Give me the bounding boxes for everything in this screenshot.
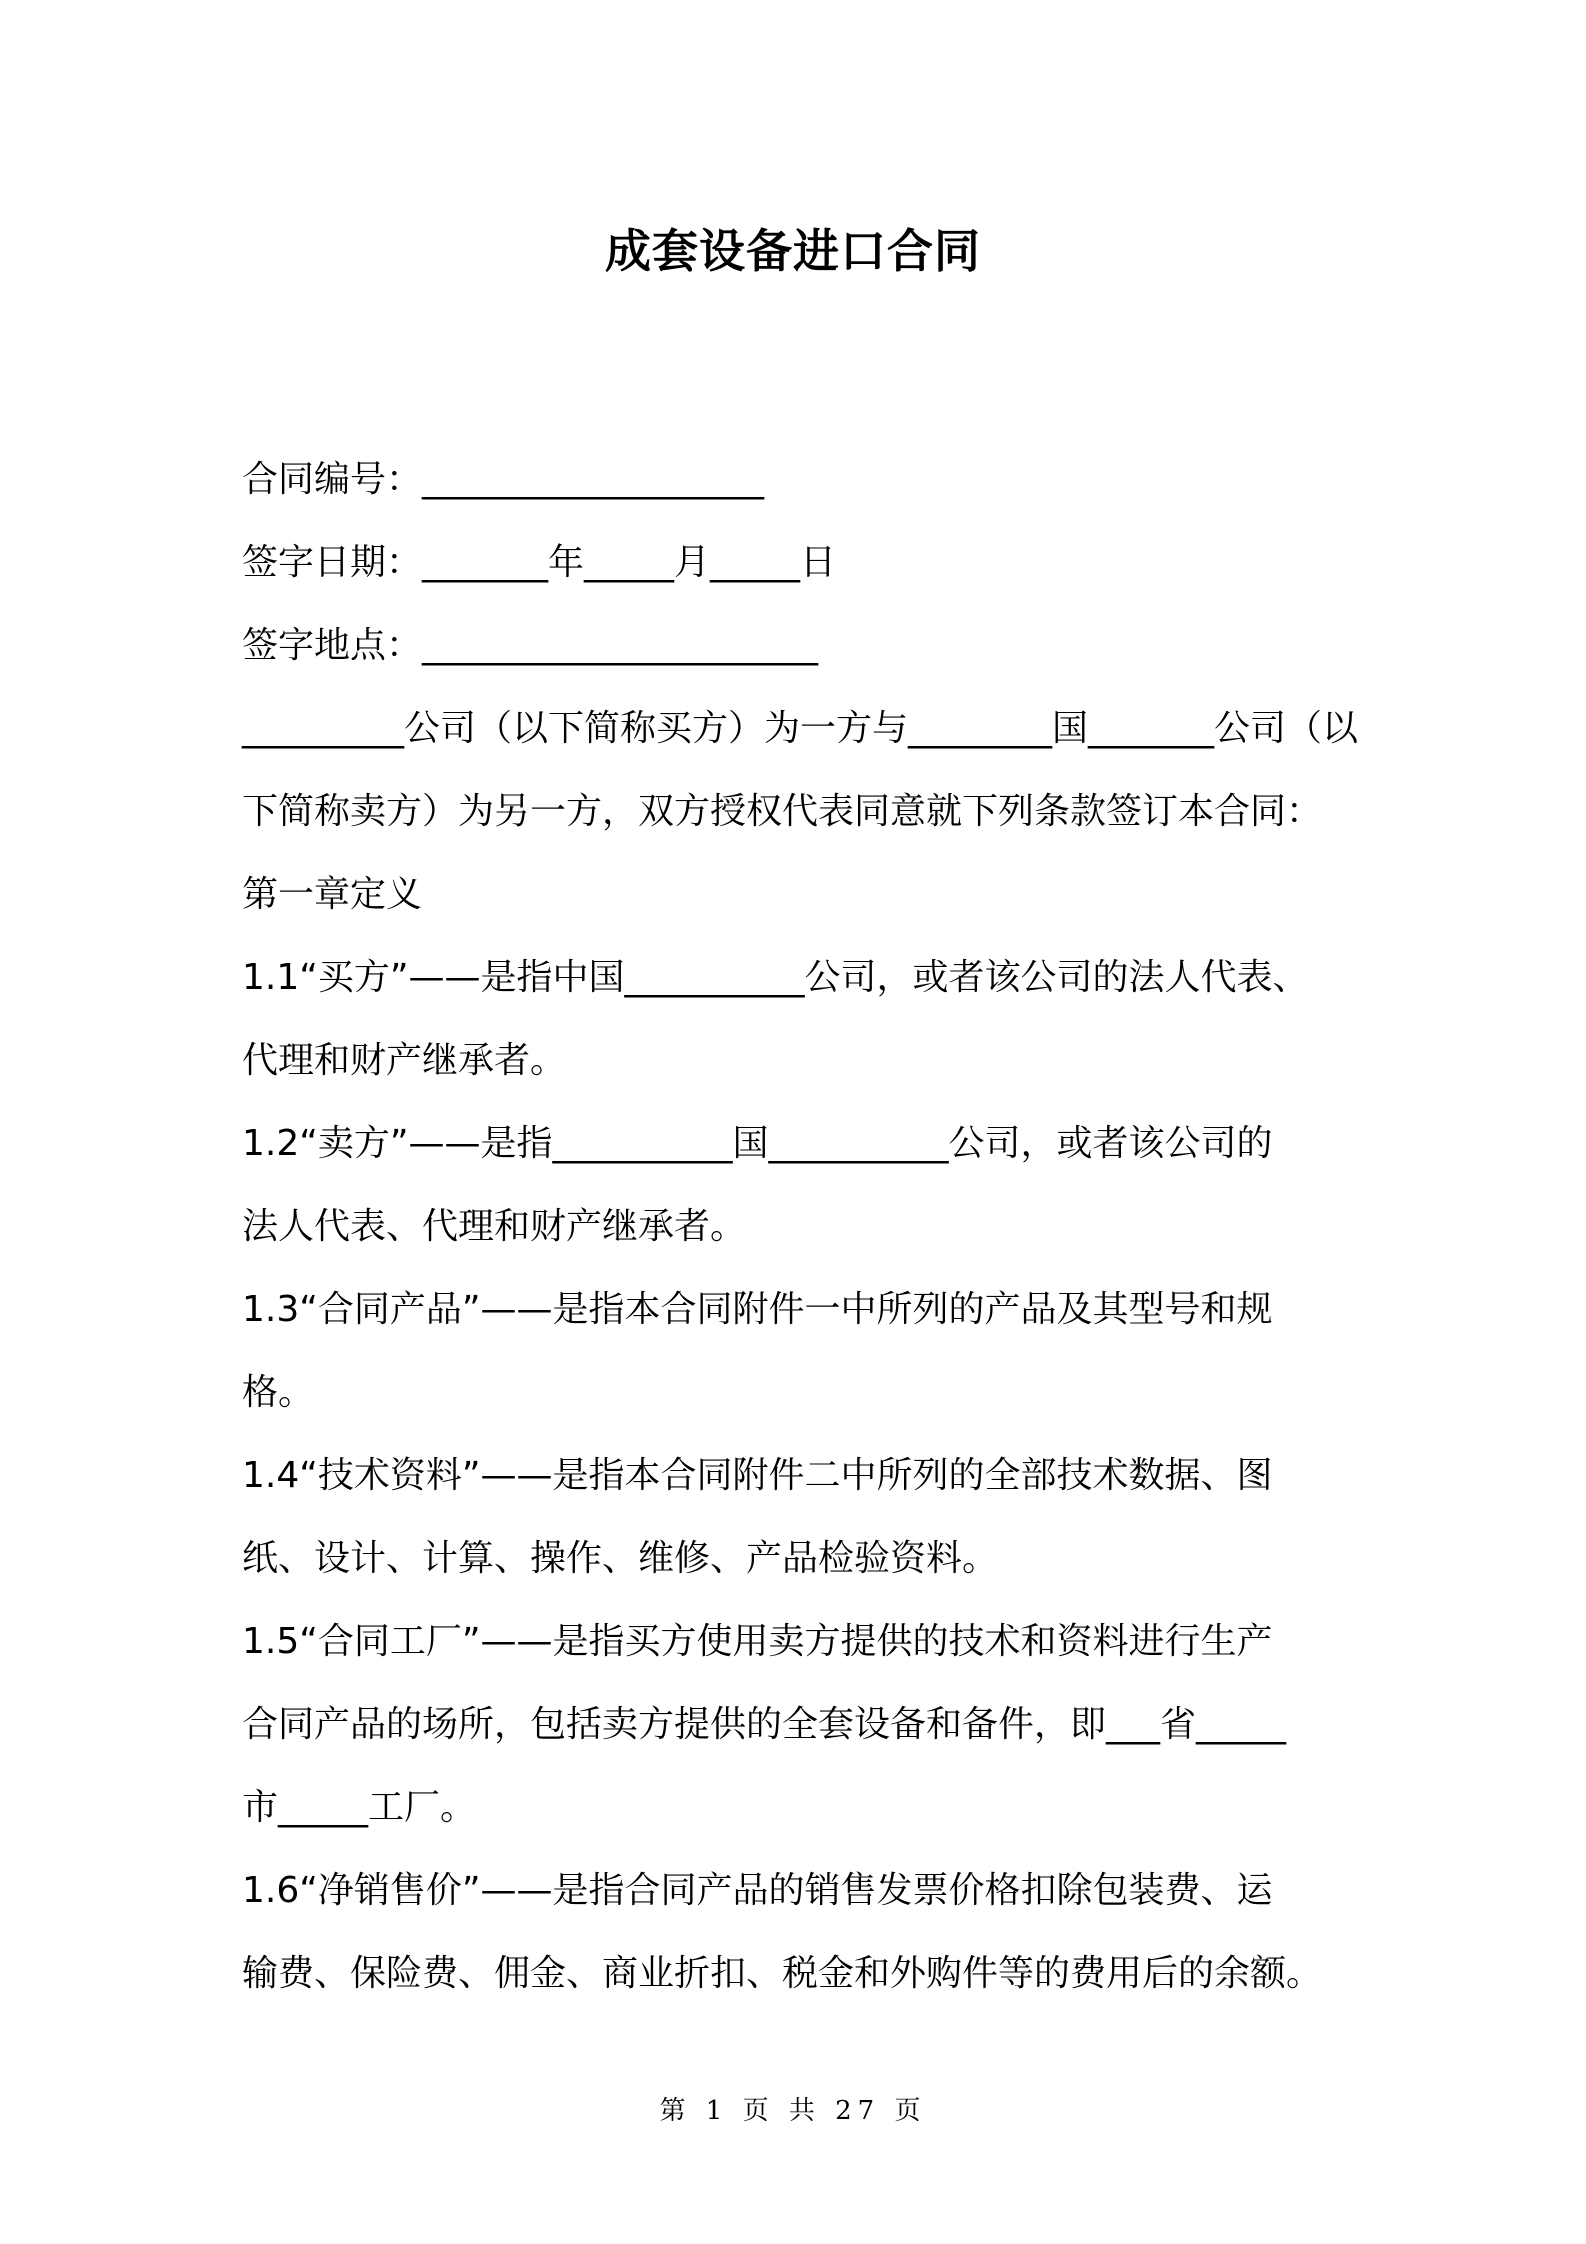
- page-footer: 第 1 页 共 27 页: [659, 2096, 927, 2126]
- clause-1-5-line-1: 1.5“合同工厂”——是指买方使用卖方提供的技术和资料进行生产: [242, 1621, 1273, 1662]
- contract-number-line: 合同编号：___________________: [242, 459, 765, 500]
- clause-1-5-line-2: 合同产品的场所，包括卖方提供的全套设备和备件，即___省_____: [242, 1704, 1287, 1745]
- signing-date-line: 签字日期：_______年_____月_____日: [242, 542, 837, 583]
- document-title: 成套设备进口合同: [605, 224, 981, 278]
- chapter-heading: 第一章定义: [242, 874, 423, 915]
- signing-place-line: 签字地点：______________________: [242, 625, 819, 666]
- parties-paragraph-line-2: 下简称卖方）为另一方，双方授权代表同意就下列条款签订本合同：: [242, 791, 1323, 832]
- clause-1-5-line-3: 市_____工厂。: [242, 1787, 477, 1828]
- clause-1-4-line-1: 1.4“技术资料”——是指本合同附件二中所列的全部技术数据、图: [242, 1455, 1273, 1496]
- parties-paragraph-line-1: _________公司（以下简称买方）为一方与________国_______公司（以: [242, 708, 1359, 749]
- clause-1-3-line-1: 1.3“合同产品”——是指本合同附件一中所列的产品及其型号和规: [242, 1289, 1273, 1330]
- clause-1-2-line-2: 法人代表、代理和财产继承者。: [242, 1206, 747, 1247]
- clause-1-6-line-2: 输费、保险费、佣金、商业折扣、税金和外购件等的费用后的余额。: [242, 1953, 1323, 1994]
- clause-1-6-line-1: 1.6“净销售价”——是指合同产品的销售发票价格扣除包装费、运: [242, 1870, 1273, 1911]
- clause-1-1-line-2: 代理和财产继承者。: [242, 1040, 567, 1081]
- clause-1-4-line-2: 纸、设计、计算、操作、维修、产品检验资料。: [242, 1538, 999, 1579]
- clause-1-2-line-1: 1.2“卖方”——是指__________国__________公司，或者该公司的: [242, 1123, 1273, 1164]
- clause-1-1-line-1: 1.1“买方”——是指中国__________公司，或者该公司的法人代表、: [242, 957, 1309, 998]
- clause-1-3-line-2: 格。: [242, 1372, 315, 1413]
- document-body: [242, 448, 1362, 2025]
